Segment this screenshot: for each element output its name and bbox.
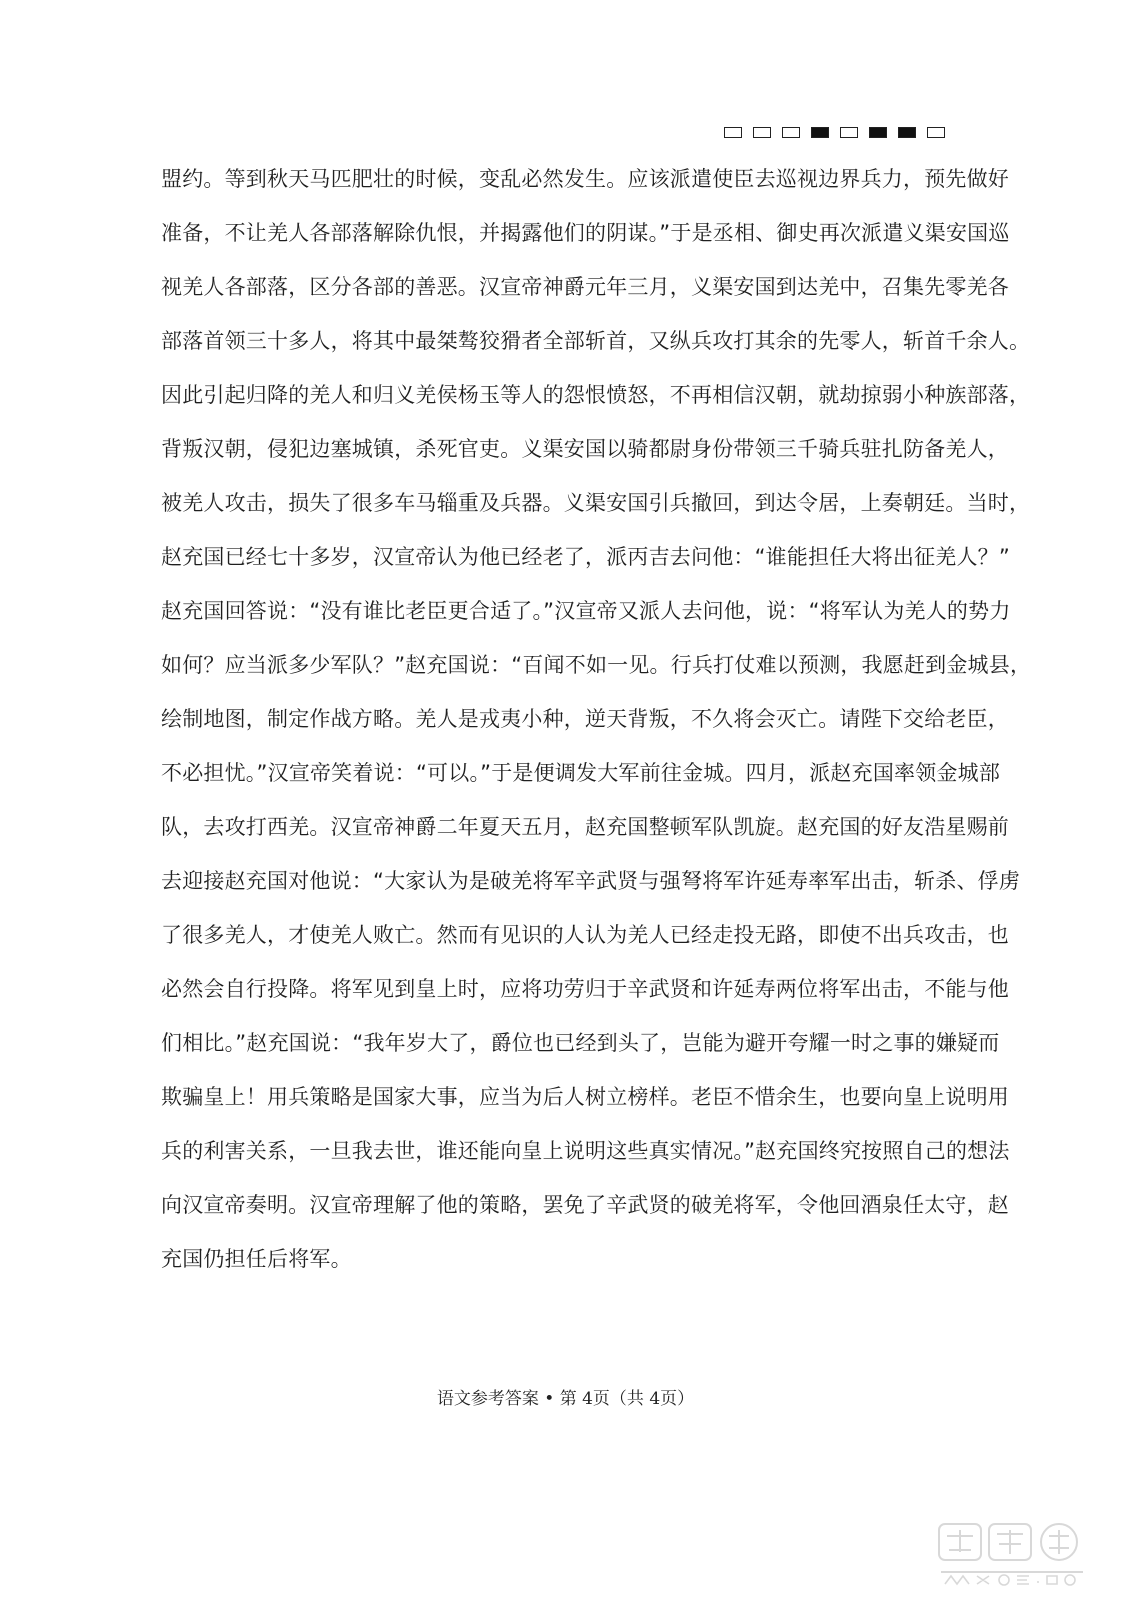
text-line: 兵的利害关系，一旦我去世，谁还能向皇上说明这些真实情况。”赵充国终究按照自己的想法 xyxy=(161,1139,1010,1163)
text-line: 去迎接赵充国对他说：“大家认为是破羌将军辛武贤与强弩将军许延寿率军出击，斩杀、俘虏 xyxy=(161,869,1021,893)
text-line: 因此引起归降的羌人和归义羌侯杨玉等人的怨恨愤怒，不再相信汉朝，就劫掠弱小种族部落， xyxy=(161,383,1031,407)
text-line: 队，去攻打西羌。汉宣帝神爵二年夏天五月，赵充国整顿军队凯旋。赵充国的好友浩星赐前 xyxy=(161,815,1009,839)
answer-mark-box xyxy=(811,127,829,138)
text-line: 盟约。等到秋天马匹肥壮的时候，变乱必然发生。应该派遣使臣去巡视边界兵力，预先做好 xyxy=(161,167,1009,191)
watermark-logo-graphic xyxy=(937,1520,1087,1588)
text-line: 准备，不让羌人各部落解除仇恨，并揭露他们的阴谋。”于是丞相、御史再次派遣义渠安国巡 xyxy=(161,221,1010,245)
text-line: 赵充国已经七十多岁，汉宣帝认为他已经老了，派丙吉去问他：“谁能担任大将出征羌人？” xyxy=(161,545,1010,569)
text-line: 向汉宣帝奏明。汉宣帝理解了他的策略，罢免了辛武贤的破羌将军，令他回酒泉任太守，赵 xyxy=(161,1193,1009,1217)
text-line: 部落首领三十多人，将其中最桀骜狡猾者全部斩首，又纵兵攻打其余的先零人，斩首千余人。 xyxy=(161,329,1031,353)
text-line: 绘制地图，制定作战方略。羌人是戎夷小种，逆天背叛，不久将会灭亡。请陛下交给老臣， xyxy=(161,707,1009,731)
text-line: 们相比。”赵充国说：“我年岁大了，爵位也已经到头了，岂能为避开夸耀一时之事的嫌疑而 xyxy=(161,1031,1000,1055)
body-text xyxy=(161,152,1032,1286)
watermark-logo xyxy=(937,1520,1087,1588)
text-line: 赵充国回答说：“没有谁比老臣更合适了。”汉宣帝又派人去问他，说：“将军认为羌人的势力 xyxy=(161,599,1011,623)
answer-mark-box xyxy=(724,127,742,138)
answer-mark-box xyxy=(753,127,771,138)
text-line: 了很多羌人，才使羌人败亡。然而有见识的人认为羌人已经走投无路，即使不出兵攻击，也 xyxy=(161,923,1009,947)
answer-mark-box xyxy=(782,127,800,138)
text-line: 被羌人攻击，损失了很多车马辎重及兵器。义渠安国引兵撤回，到达令居，上奏朝廷。当时， xyxy=(161,491,1031,515)
text-line: 必然会自行投降。将军见到皇上时，应将功劳归于辛武贤和许延寿两位将军出击，不能与他 xyxy=(161,977,1009,1001)
page-footer: 语文参考答案 • 第 4页（共 4页） xyxy=(436,1389,695,1409)
answer-mark-box xyxy=(840,127,858,138)
answer-mark-strip xyxy=(724,127,945,138)
answer-mark-box xyxy=(869,127,887,138)
text-line: 不必担忧。”汉宣帝笑着说：“可以。”于是便调发大军前往金城。四月，派赵充国率领金城部 xyxy=(161,761,1001,785)
text-line: 背叛汉朝，侵犯边塞城镇，杀死官吏。义渠安国以骑都尉身份带领三千骑兵驻扎防备羌人， xyxy=(161,437,1009,461)
text-line: 欺骗皇上！用兵策略是国家大事，应当为后人树立榜样。老臣不惜余生，也要向皇上说明用 xyxy=(161,1085,1009,1109)
text-line: 如何？应当派多少军队？”赵充国说：“百闻不如一见。行兵打仗难以预测，我愿赶到金城县， xyxy=(161,653,1032,677)
text-line: 视羌人各部落，区分各部的善恶。汉宣帝神爵元年三月，义渠安国到达羌中，召集先零羌各 xyxy=(161,275,1009,299)
answer-mark-box xyxy=(927,127,945,138)
text-line: 充国仍担任后将军。 xyxy=(161,1247,352,1271)
answer-mark-box xyxy=(898,127,916,138)
